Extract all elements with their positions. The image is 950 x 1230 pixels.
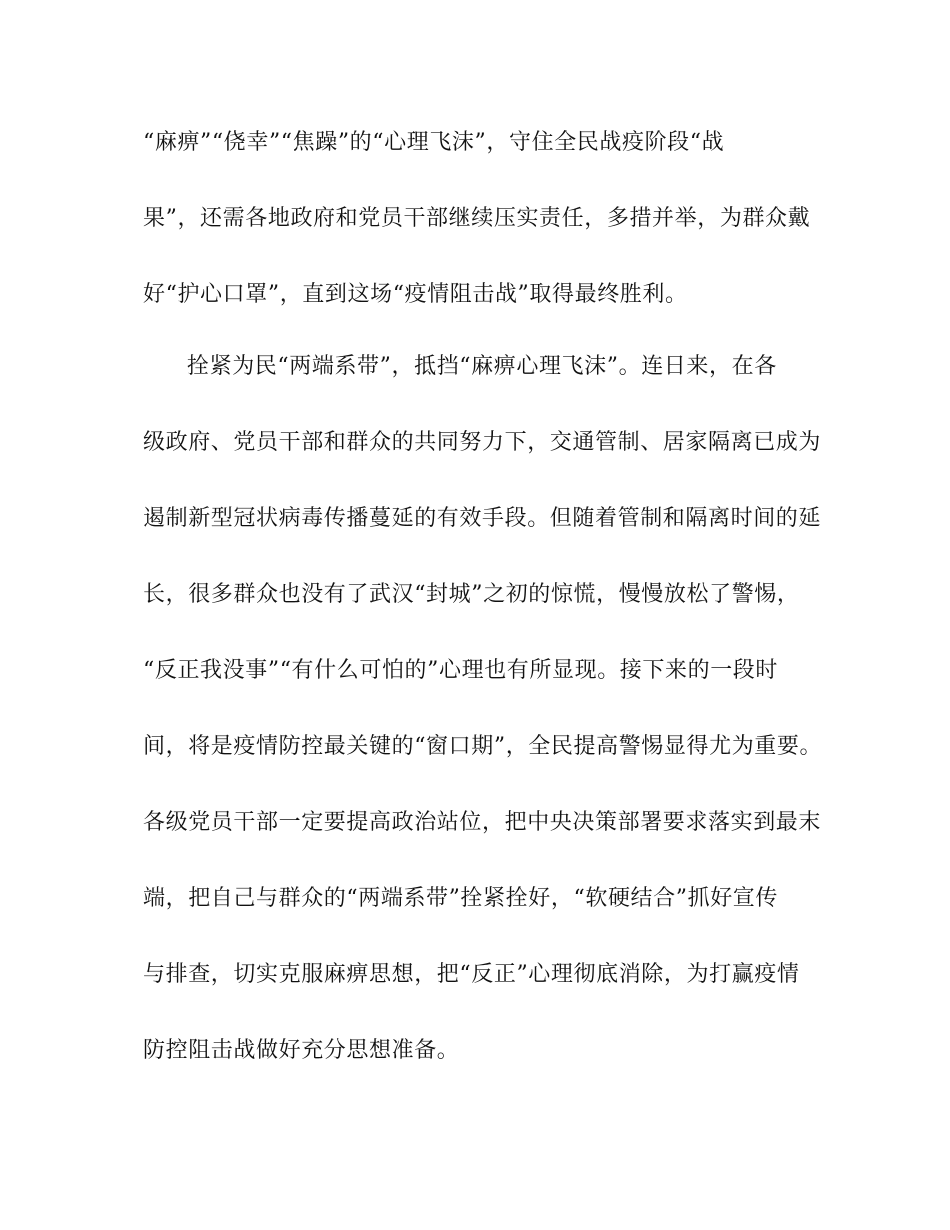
- paragraph-line: 好“护心口罩”，直到这场“疫情阻击战”取得最终胜利。: [143, 282, 688, 307]
- paragraph-2: [143, 344, 823, 1104]
- paragraph-line: 各级党员干部一定要提高政治站位，把中央决策部署要求落实到最末: [143, 810, 822, 835]
- paragraph-line: 防控阻击战做好充分思想准备。: [143, 1038, 460, 1063]
- document-body: [143, 120, 823, 1104]
- paragraph-line: 遏制新型冠状病毒传播蔓延的有效手段。但随着管制和隔离时间的延: [143, 506, 822, 531]
- paragraph-line: “反正我没事”“有什么可怕的”心理也有所显现。接下来的一段时: [143, 658, 778, 683]
- paragraph-line: 与排查，切实克服麻痹思想，把“反正”心理彻底消除，为打赢疫情: [143, 962, 800, 987]
- paragraph-line: 级政府、党员干部和群众的共同努力下，交通管制、居家隔离已成为: [143, 430, 822, 455]
- paragraph-line: 长，很多群众也没有了武汉“封城”之初的惊慌，慢慢放松了警惕，: [143, 582, 800, 607]
- paragraph-line: 间，将是疫情防控最关键的“窗口期”，全民提高警惕显得尤为重要。: [143, 734, 823, 759]
- paragraph-line: 端，把自己与群众的“两端系带”拴紧拴好，“软硬结合”抓好宣传: [143, 886, 778, 911]
- paragraph-1: [143, 120, 823, 344]
- paragraph-line: 拴紧为民“两端系带”，抵挡“麻痹心理飞沫”。连日来，在各: [187, 354, 777, 379]
- paragraph-line: “麻痹”“侥幸”“焦躁”的“心理飞沫”，守住全民战疫阶段“战: [143, 130, 725, 155]
- paragraph-line: 果”，还需各地政府和党员干部继续压实责任，多措并举，为群众戴: [143, 206, 811, 231]
